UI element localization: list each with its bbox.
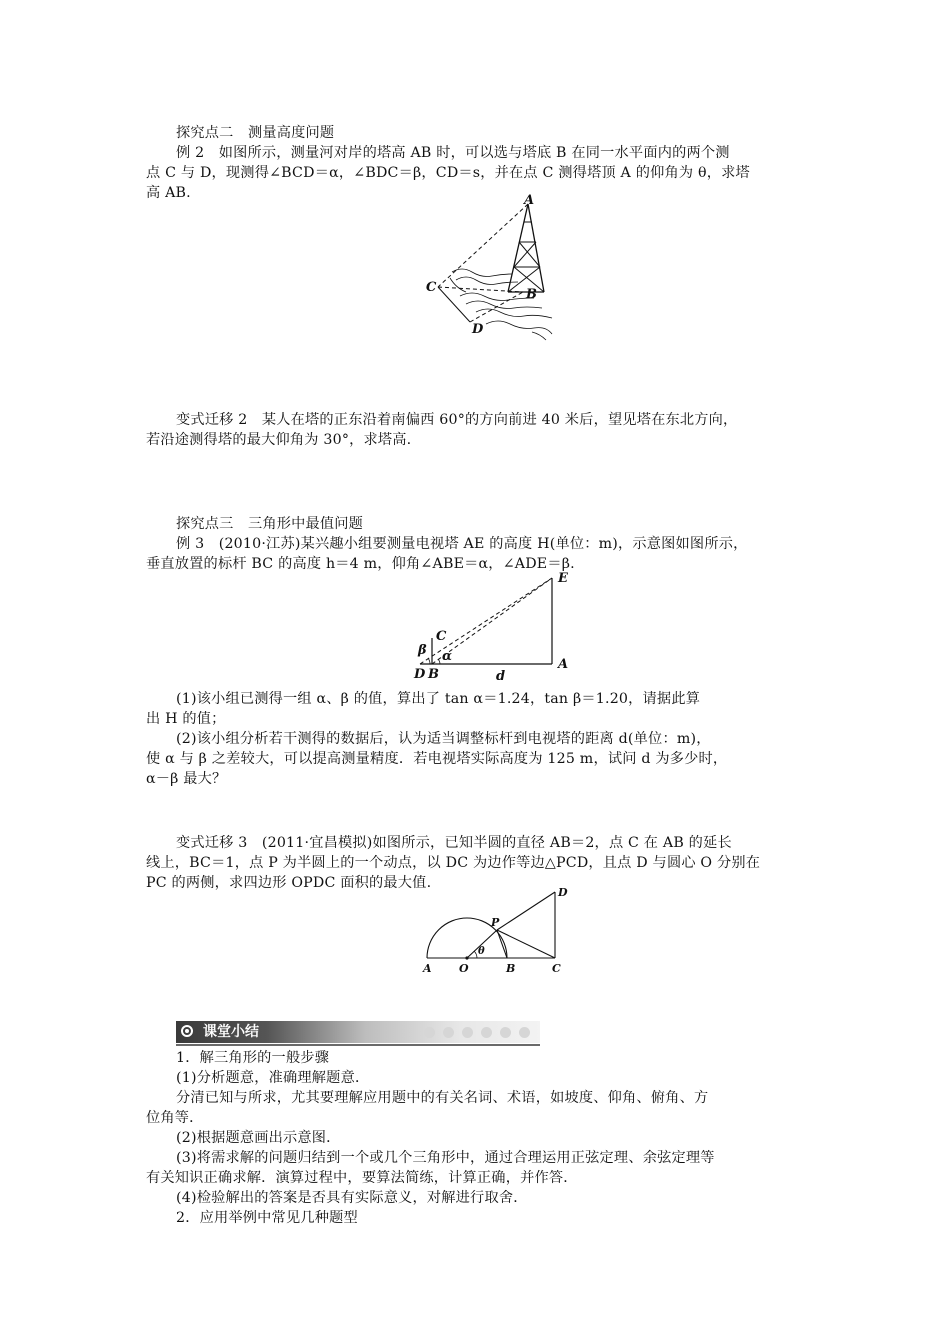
figure4-label-p: P bbox=[491, 916, 500, 929]
summary-line-4: 位角等． bbox=[146, 1110, 204, 1126]
figure4-label-o: O bbox=[459, 962, 469, 975]
decor-dot-icon bbox=[500, 1027, 511, 1038]
summary-line-1: 1．解三角形的一般步骤 bbox=[176, 1050, 330, 1066]
section-heading-3: 探究点三 三角形中最值问题 bbox=[176, 516, 364, 532]
bullet-circle-icon bbox=[181, 1025, 193, 1037]
semicircle-figure bbox=[415, 884, 585, 983]
figure3-label-d: D bbox=[414, 667, 426, 682]
question-line-5: α－β 最大？ bbox=[146, 771, 227, 787]
summary-line-3: 分清已知与所求，尤其要理解应用题中的有关名词、术语，如坡度、仰角、俯角、方 bbox=[176, 1090, 709, 1106]
question-line-3: (2)该小组分析若干测得的数据后，认为适当调整标杆到电视塔的距离 d(单位：m)， bbox=[176, 731, 711, 747]
figure4-label-a: A bbox=[423, 962, 432, 975]
tv-tower-figure bbox=[412, 568, 582, 687]
figure4-label-theta: θ bbox=[478, 946, 485, 957]
figure3-label-c: C bbox=[436, 629, 447, 644]
figure2-label-d: D bbox=[472, 322, 484, 337]
summary-line-5: (2)根据题意画出示意图． bbox=[176, 1130, 341, 1146]
summary-banner-underline bbox=[176, 1044, 540, 1046]
example3-line-2: 垂直放置的标杆 BC 的高度 h＝4 m，仰角∠ABE＝α，∠ADE＝β. bbox=[146, 556, 575, 572]
figure2-label-b: B bbox=[526, 287, 537, 302]
variant2-line-1: 变式迁移 2 某人在塔的正东沿着南偏西 60°的方向前进 40 米后，望见塔在东北方向， bbox=[176, 412, 738, 428]
summary-banner-title: 课堂小结 bbox=[203, 1024, 259, 1040]
figure3-label-dist: d bbox=[496, 669, 506, 683]
summary-line-8: (4)检验解出的答案是否具有实际意义，对解进行取舍． bbox=[176, 1190, 528, 1206]
question-line-1: (1)该小组已测得一组 α、β 的值，算出了 tan α＝1.24，tan β＝1.20，请据此算 bbox=[176, 691, 701, 707]
figure3-label-alpha: α bbox=[442, 649, 453, 664]
figure3-label-a: A bbox=[558, 657, 569, 672]
example3-line-1: 例 3 (2010·江苏)某兴趣小组要测量电视塔 AE 的高度 H(单位：m)，示意图如图所示， bbox=[176, 536, 748, 552]
decor-dot-icon bbox=[443, 1027, 454, 1038]
question-line-4: 使 α 与 β 之差较大，可以提高测量精度．若电视塔实际高度为 125 m，试问 d 为多少时， bbox=[146, 751, 728, 767]
variant3-line-2: 线上，BC＝1，点 P 为半圆上的一个动点，以 DC 为边作等边△PCD，且点 D 与圆心 O 分别在 bbox=[146, 855, 761, 871]
figure3-label-e: E bbox=[558, 571, 568, 586]
summary-line-9: 2．应用举例中常见几种题型 bbox=[176, 1210, 358, 1226]
example2-line-1: 例 2 如图所示，测量河对岸的塔高 AB 时，可以选与塔底 B 在同一水平面内的两个测 bbox=[176, 145, 730, 161]
decor-dot-icon bbox=[519, 1027, 530, 1038]
example2-line-2: 点 C 与 D，现测得∠BCD＝α，∠BDC＝β，CD＝s，并在点 C 测得塔顶 A 的仰角为 θ，求塔 bbox=[146, 165, 750, 181]
figure4-label-b: B bbox=[506, 962, 516, 975]
variant3-line-1: 变式迁移 3 (2011·宜昌模拟)如图所示，已知半圆的直径 AB＝2，点 C 在 AB 的延长 bbox=[176, 835, 732, 851]
figure3-label-b: B bbox=[428, 667, 439, 682]
figure2-label-a: A bbox=[524, 193, 535, 208]
summary-line-7: 有关知识正确求解．演算过程中，要算法简练，计算正确，并作答． bbox=[146, 1170, 578, 1186]
decor-dot-icon bbox=[462, 1027, 473, 1038]
figure2-label-c: C bbox=[426, 280, 437, 295]
summary-line-6: (3)将需求解的问题归结到一个或几个三角形中，通过合理运用正弦定理、余弦定理等 bbox=[176, 1150, 715, 1166]
variant3-line-3: PC 的两侧，求四边形 OPDC 面积的最大值. bbox=[146, 875, 432, 891]
summary-line-2: (1)分析题意，准确理解题意． bbox=[176, 1070, 370, 1086]
question-line-2: 出 H 的值； bbox=[146, 711, 226, 727]
section-heading-2: 探究点二 测量高度问题 bbox=[176, 125, 335, 141]
figure4-label-d: D bbox=[558, 886, 568, 899]
decor-dot-icon bbox=[481, 1027, 492, 1038]
figure3-label-beta: β bbox=[418, 643, 427, 658]
example2-line-3: 高 AB. bbox=[146, 185, 191, 201]
tower-river-figure bbox=[420, 192, 560, 356]
variant2-line-2: 若沿途测得塔的最大仰角为 30°，求塔高. bbox=[146, 432, 412, 448]
decor-dot-icon bbox=[424, 1027, 435, 1038]
figure4-label-c: C bbox=[552, 962, 561, 975]
